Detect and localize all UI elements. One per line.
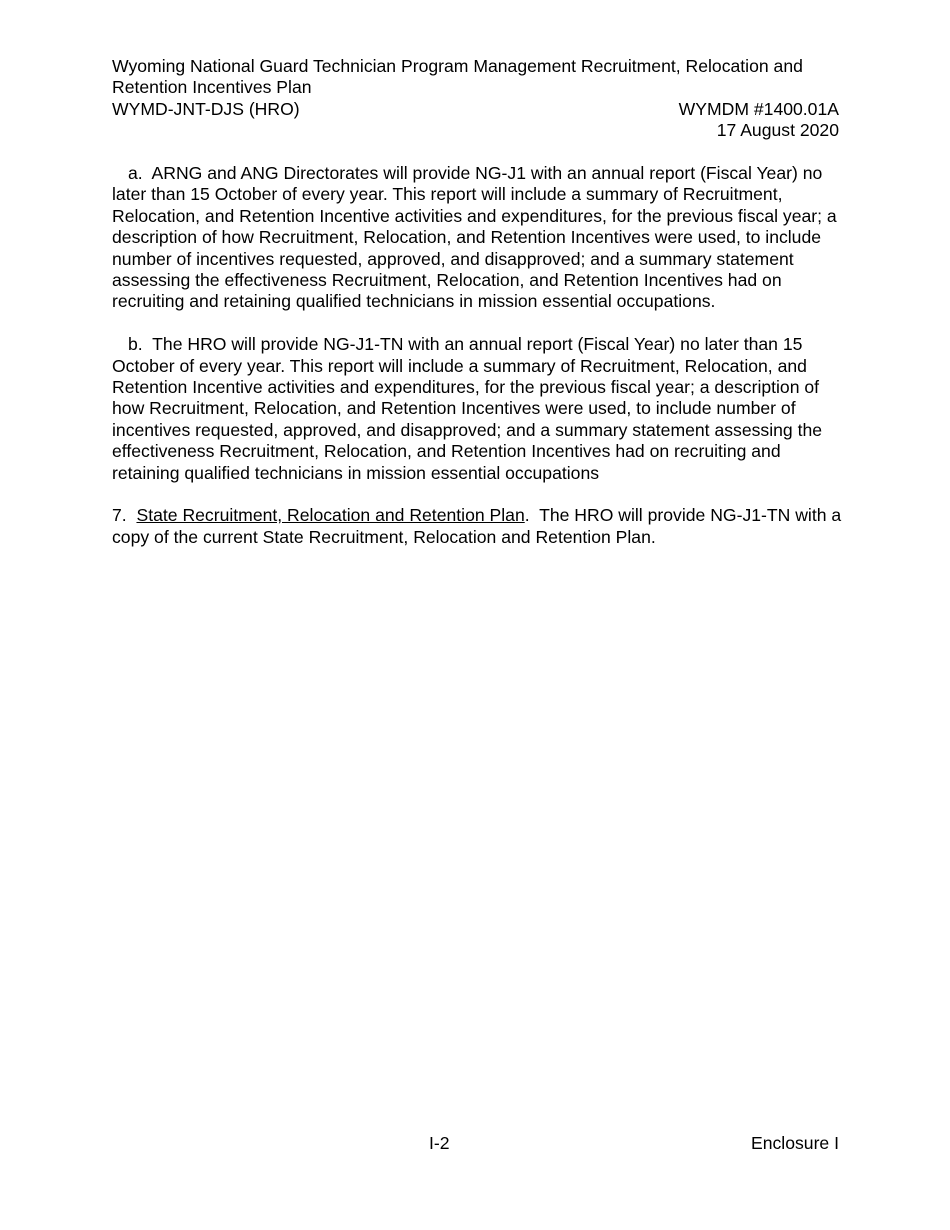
paragraph-a bbox=[112, 163, 842, 313]
paragraph-7-heading: State Recruitment, Relocation and Retention Plan bbox=[136, 505, 525, 526]
document-body bbox=[112, 163, 842, 570]
page-footer bbox=[112, 1133, 839, 1155]
paragraph-b-label: b. bbox=[128, 334, 143, 355]
paragraph-a-text: ARNG and ANG Directorates will provide NG-J1 with an annual report (Fiscal Year) no later than 15 October of every year. This report will include a summary of Recruitment, Relocation, and Retention Incentive activities and expenditures, for the previous fiscal year; a description of how Recruitment, Relocation, and Retention Incentives were used, to include number of incentives requested, approved, and disapproved; and a summary statement assessing the effectiveness Recruitment, Relocation, and Retention Incentives had on recruiting and retaining qualified technicians in mission essential occupations. bbox=[112, 163, 837, 312]
paragraph-7-text: The HRO will provide NG-J1-TN with a copy of the current State Recruitment, Relocation and Retention Plan. bbox=[112, 505, 842, 547]
document-number: WYMDM #1400.01A bbox=[678, 98, 839, 119]
paragraph-7-heading-suffix: . bbox=[524, 505, 530, 526]
page-header bbox=[112, 56, 839, 142]
office-symbol: WYMD-JNT-DJS (HRO) bbox=[112, 98, 300, 119]
paragraph-b-text: The HRO will provide NG-J1-TN with an annual report (Fiscal Year) no later than 15 October of every year. This report will include a summary of Recruitment, Relocation, and Retention Incentive activities and expenditures, for the previous fiscal year; a description of how Recruitment, Relocation, and Retention Incentives were used, to include number of incentives requested, approved, and disapproved; and a summary statement assessing the effectiveness Recruitment, Relocation, and Retention Incentives had on recruiting and retaining qualified technicians in mission essential occupations bbox=[112, 334, 823, 483]
paragraph-a-label: a. bbox=[128, 163, 143, 183]
paragraph-7 bbox=[112, 505, 842, 548]
paragraph-b bbox=[112, 334, 842, 484]
paragraph-7-number: 7. bbox=[112, 505, 127, 526]
document-title: Wyoming National Guard Technician Program Management Recruitment, Relocation and Retention Incentives Plan bbox=[112, 56, 803, 98]
page-number: I-2 bbox=[429, 1133, 450, 1153]
document-date: 17 August 2020 bbox=[716, 120, 839, 141]
enclosure-label: Enclosure I bbox=[750, 1133, 839, 1153]
header-office-row bbox=[112, 99, 839, 120]
